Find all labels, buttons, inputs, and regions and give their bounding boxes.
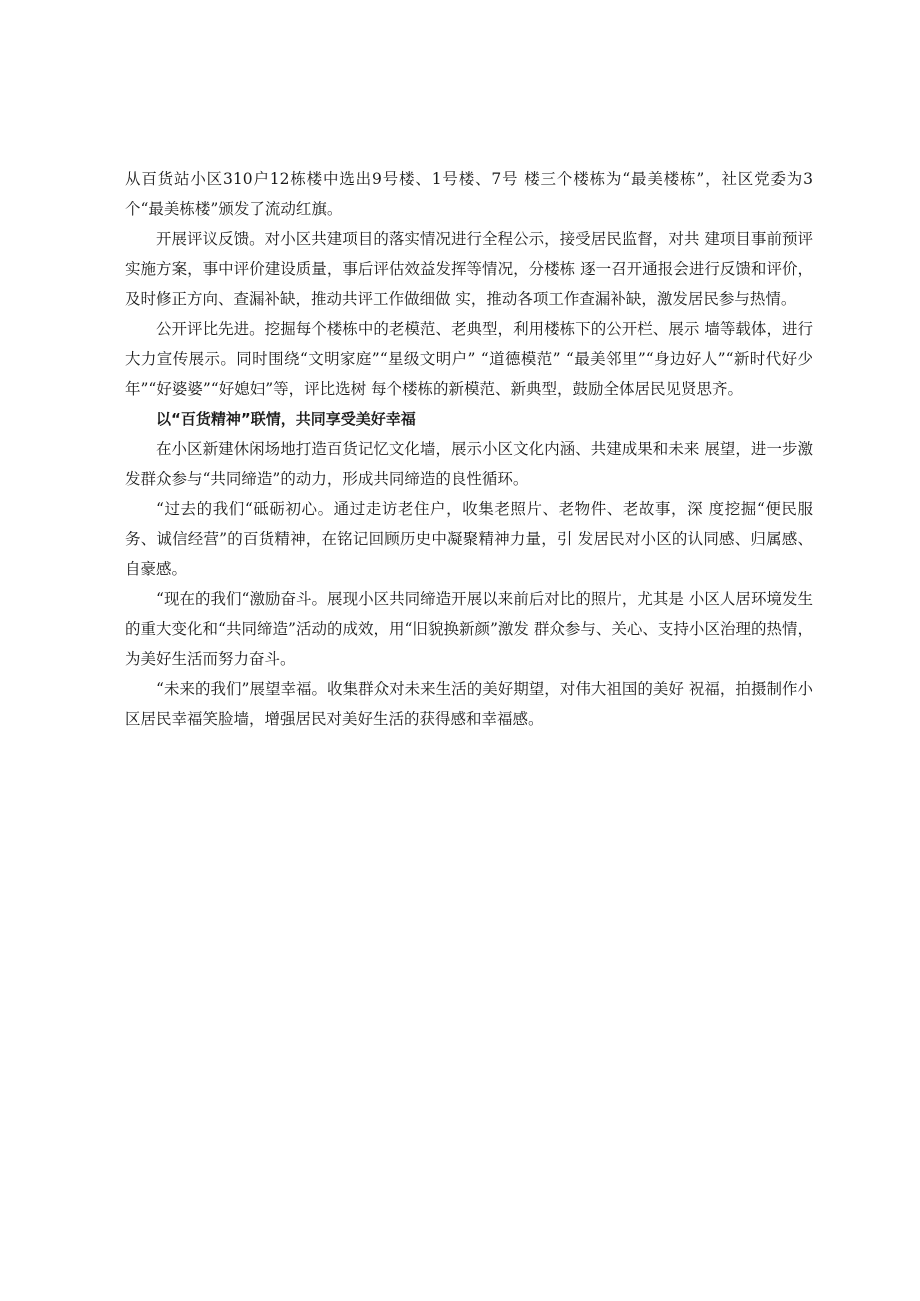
paragraph-public-evaluation: 公开评比先进。挖掘每个楼栋中的老模范、老典型，利用楼栋下的公开栏、展示 墙等载体，进行大力宣传展示。同时围绕“文明家庭”“星级文明户” “道德模范” “最美邻里”“身边好人”“新时代好少年”“好婆婆”“好媳妇”等，评比选树 每个楼栋的新模范、新典型，鼓励全体居民见贤思齐。 (125, 320, 813, 398)
paragraph-past: “过去的我们“砥砺初心。通过走访老住户，收集老照片、老物件、老故事，深 度挖掘“便民服务、诚信经营”的百货精神，在铭记回顾历史中凝聚精神力量，引 发居民对小区的认同感、归属感、自豪感。 (125, 500, 813, 578)
paragraph-future: “未来的我们”展望幸福。收集群众对未来生活的美好期望，对伟大祖国的美好 祝福，拍摄制作小区居民幸福笑脸墙，增强居民对美好生活的获得感和幸福感。 (125, 680, 813, 728)
section-heading: 以“百货精神”联情，共同享受美好幸福 (156, 410, 416, 428)
paragraph-building-selection: 从百货站小区310户12栋楼中选出9号楼、1号楼、7号 楼三个楼栋为“最美楼栋”，社区党委为3个“最美栋楼”颁发了流动红旗。 (125, 170, 813, 218)
paragraph-review-feedback: 开展评议反馈。对小区共建项目的落实情况进行全程公示，接受居民监督，对共 建项目事前预评实施方案，事中评价建设质量，事后评估效益发挥等情况，分楼栋 逐一召开通报会进行反馈和评价，及时修正方向、查漏补缺，推动共评工作做细做 实，推动各项工作查漏补缺，激发居民参与热情。 (125, 230, 813, 308)
paragraph-culture-wall: 在小区新建休闲场地打造百货记忆文化墙，展示小区文化内涵、共建成果和未来 展望，进一步激发群众参与“共同缔造”的动力，形成共同缔造的良性循环。 (125, 440, 813, 488)
paragraph-present: “现在的我们“激励奋斗。展现小区共同缔造开展以来前后对比的照片，尤其是 小区人居环境发生的重大变化和“共同缔造”活动的成效，用“旧貌换新颜”激发 群众参与、关心、支持小区治理的热情，为美好生活而努力奋斗。 (125, 590, 813, 668)
document-body (125, 164, 813, 734)
